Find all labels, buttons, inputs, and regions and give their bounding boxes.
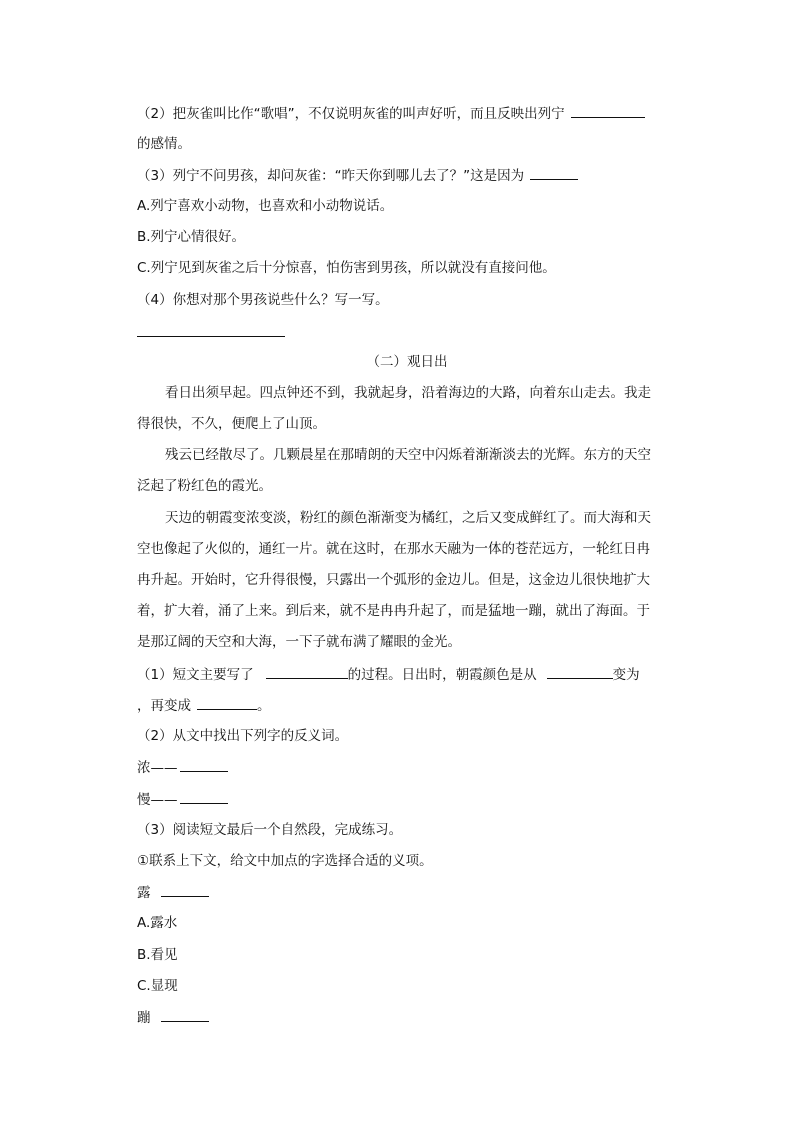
blank-question-2-line: （2）从文中找出下列字的反义词。 bbox=[137, 728, 349, 744]
question-3-line: （3）列宁不问男孩，却问灰雀：“昨天你到哪儿去了？”这是因为 bbox=[137, 165, 677, 186]
blank-question-3-line: （3）阅读短文最后一个自然段，完成练习。 bbox=[137, 822, 403, 838]
paragraph-2-line-2: 泛起了粉红色的霞光。 bbox=[137, 478, 272, 494]
antonym-1: 浓—— bbox=[137, 757, 677, 778]
word-lu: 露 bbox=[137, 882, 677, 903]
lu-option-c: C.显现 bbox=[137, 978, 178, 994]
paragraph-1-line-2: 得很快，不久，便爬上了山顶。 bbox=[137, 416, 326, 432]
answer-blank[interactable] bbox=[266, 664, 348, 679]
lu-option-a: A.露水 bbox=[137, 915, 178, 931]
answer-blank[interactable] bbox=[161, 1007, 209, 1022]
antonym-2: 慢—— bbox=[137, 789, 677, 810]
section-title: （二）观日出 bbox=[366, 354, 448, 370]
answer-rule[interactable] bbox=[137, 336, 285, 337]
question-4-line: （4）你想对那个男孩说些什么？写一写。 bbox=[137, 292, 389, 308]
option-b: B.列宁心情很好。 bbox=[137, 229, 246, 245]
option-a: A.列宁喜欢小动物，也喜欢和小动物说话。 bbox=[137, 198, 394, 214]
lu-option-b: B.看见 bbox=[137, 947, 178, 963]
answer-blank[interactable] bbox=[161, 882, 209, 897]
answer-blank[interactable] bbox=[197, 695, 257, 710]
word-beng: 蹦 bbox=[137, 1007, 677, 1028]
paragraph-3-line-3: 冉升起。开始时，它升得很慢，只露出一个弧形的金边儿。但是，这金边儿很快地扩大 bbox=[137, 572, 650, 588]
question-2-line-2: 的感情。 bbox=[137, 136, 191, 152]
blank-question-1-line-2: ，再变成 。 bbox=[137, 695, 677, 716]
paragraph-3-line-4: 着，扩大着，涌了上来。到后来，就不是冉冉升起了，而是猛地一蹦，就出了海面。于 bbox=[137, 603, 650, 619]
question-2-line-1: （2）把灰雀叫比作“歌唱”，不仅说明灰雀的叫声好听，而且反映出列宁 bbox=[137, 103, 677, 124]
answer-blank[interactable] bbox=[547, 664, 613, 679]
answer-blank[interactable] bbox=[530, 165, 578, 180]
answer-blank[interactable] bbox=[571, 103, 645, 118]
paragraph-3-line-5: 是那辽阔的天空和大海，一下子就布满了耀眼的金光。 bbox=[137, 634, 461, 650]
blank-question-3-sub: ①联系上下文，给文中加点的字选择合适的义项。 bbox=[137, 853, 433, 869]
paragraph-3-line-1: 天边的朝霞变浓变淡，粉红的颜色渐渐变为橘红，之后又变成鲜红了。而大海和天 bbox=[165, 510, 651, 526]
answer-blank[interactable] bbox=[180, 757, 228, 772]
paragraph-1-line-1: 看日出须早起。四点钟还不到，我就起身，沿着海边的大路，向着东山走去。我走 bbox=[165, 385, 651, 401]
blank-question-1-line-1: （1）短文主要写了 的过程。日出时，朝霞颜色是从 变为 bbox=[137, 664, 677, 685]
option-c: C.列宁见到灰雀之后十分惊喜，怕伤害到男孩，所以就没有直接问他。 bbox=[137, 260, 556, 276]
answer-blank[interactable] bbox=[180, 789, 228, 804]
paragraph-3-line-2: 空也像起了火似的，通红一片。就在这时，在那水天融为一体的苍茫远方，一轮红日冉 bbox=[137, 541, 650, 557]
paragraph-2-line-1: 残云已经散尽了。几颗晨星在那晴朗的天空中闪烁着渐渐淡去的光辉。东方的天空 bbox=[165, 447, 651, 463]
